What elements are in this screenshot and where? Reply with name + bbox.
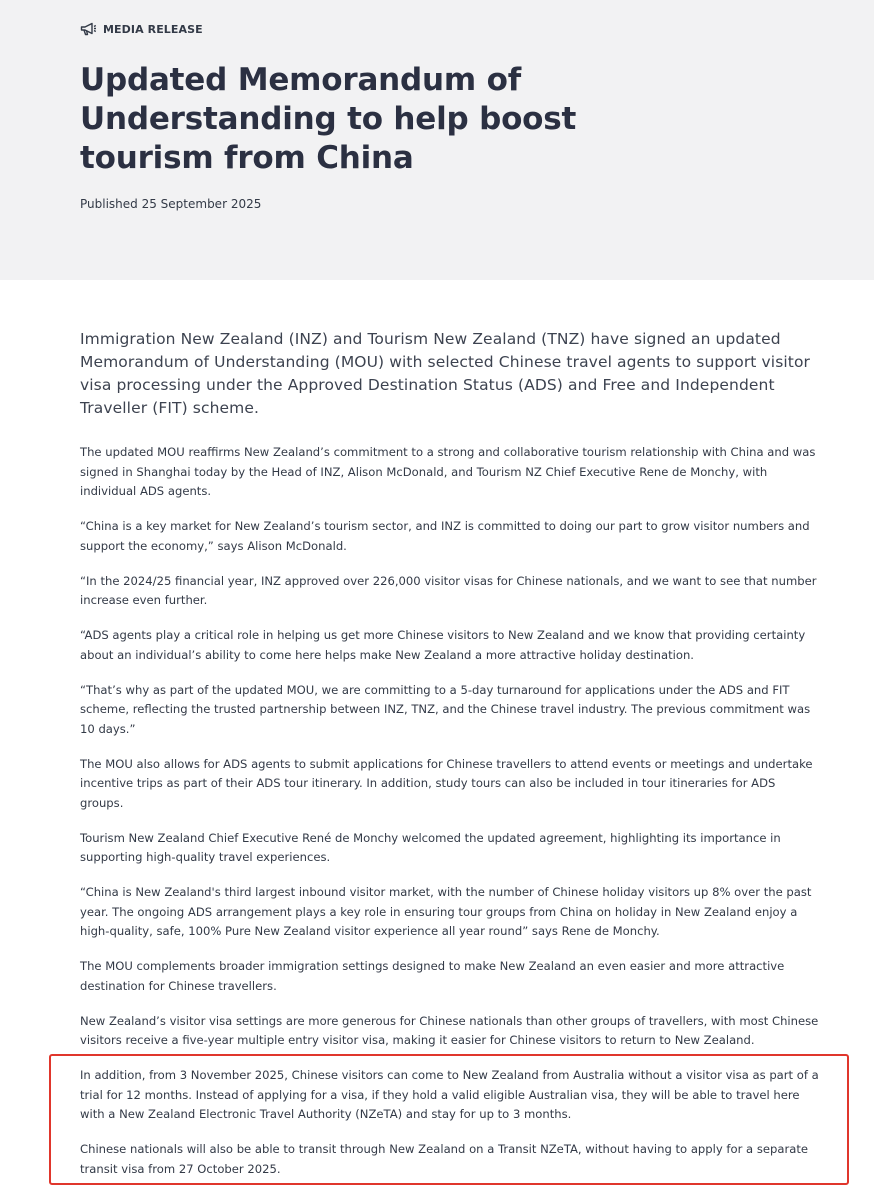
body-paragraph: “In the 2024/25 financial year, INZ approved over 226,000 visitor visas for Chinese nationals, and we want to see that number increase even further.	[80, 573, 817, 607]
megaphone-icon	[80, 22, 97, 36]
body-paragraph: “ADS agents play a critical role in helping us get more Chinese visitors to New Zealand and we know that providing certainty about an individual’s ability to come here helps make New Zealand a more attractive holiday destination.	[80, 628, 806, 662]
body-paragraph: “China is a key market for New Zealand’s tourism sector, and INZ is committed to doing our part to grow visitor numbers and support the economy,” says Alison McDonald.	[80, 519, 810, 553]
page-title: Updated Memorandum of Understanding to help boost tourism from China	[80, 62, 577, 176]
body-paragraph: Chinese nationals will also be able to transit through New Zealand on a Transit NZeTA, without having to apply for a separate transit visa from 27 October 2025.	[80, 1142, 809, 1176]
body-paragraph: The MOU also allows for ADS agents to submit applications for Chinese travellers to attend events or meetings and undertake incentive trips as part of their ADS tour itinerary. In addition, study tours can also be included in tour itineraries for ADS groups.	[80, 756, 813, 810]
body-paragraph: “China is New Zealand's third largest inbound visitor market, with the number of Chinese holiday visitors up 8% over the past year. The ongoing ADS arrangement plays a key role in ensuring tour groups from China on holiday in New Zealand enjoy a high-quality, safe, 100% Pure New Zealand visitor experience all year round” says Rene de Monchy.	[80, 885, 812, 938]
body-paragraph: The updated MOU reaffirms New Zealand’s commitment to a strong and collaborative tourism relationship with China and was signed in Shanghai today by the Head of INZ, Alison McDonald, and Tourism NZ Chief Executive Rene de Monchy, with individual ADS agents.	[80, 445, 816, 498]
page-hero	[0, 0, 874, 280]
eyebrow-text: MEDIA RELEASE	[103, 22, 203, 36]
article-body	[80, 328, 820, 1195]
body-paragraph: The MOU complements broader immigration settings designed to make New Zealand an even easier and more attractive destination for Chinese travellers.	[80, 959, 785, 993]
body-paragraph: New Zealand’s visitor visa settings are more generous for Chinese nationals than other groups of travellers, with most Chinese visitors receive a five-year multiple entry visitor visa, making it easier for Chinese visitors to return to New Zealand.	[80, 1013, 819, 1047]
published-date: Published 25 September 2025	[80, 197, 262, 211]
body-paragraph: In addition, from 3 November 2025, Chinese visitors can come to New Zealand from Australia without a visitor visa as part of a trial for 12 months. Instead of applying for a visa, if they hold a valid eligible Australian visa, they will be able to travel here with a New Zealand Electronic Travel Authority (NZeTA) and stay for up to 3 months.	[80, 1068, 819, 1121]
body-paragraph: Tourism New Zealand Chief Executive René de Monchy welcomed the updated agreement, highlighting its importance in supporting high-quality travel experiences.	[80, 830, 781, 864]
lead-paragraph: Immigration New Zealand (INZ) and Tourism New Zealand (TNZ) have signed an updated Memorandum of Understanding (MOU) with selected Chinese travel agents to support visitor visa processing under the Approved Destination Status (ADS) and Free and Independent Traveller (FIT) scheme.	[80, 330, 811, 417]
content-type-label	[80, 22, 203, 36]
body-paragraph: “That’s why as part of the updated MOU, we are committing to a 5-day turnaround for applications under the ADS and FIT scheme, reflecting the trusted partnership between INZ, TNZ, and the Chinese travel industry. The previous commitment was 10 days.”	[80, 682, 811, 736]
